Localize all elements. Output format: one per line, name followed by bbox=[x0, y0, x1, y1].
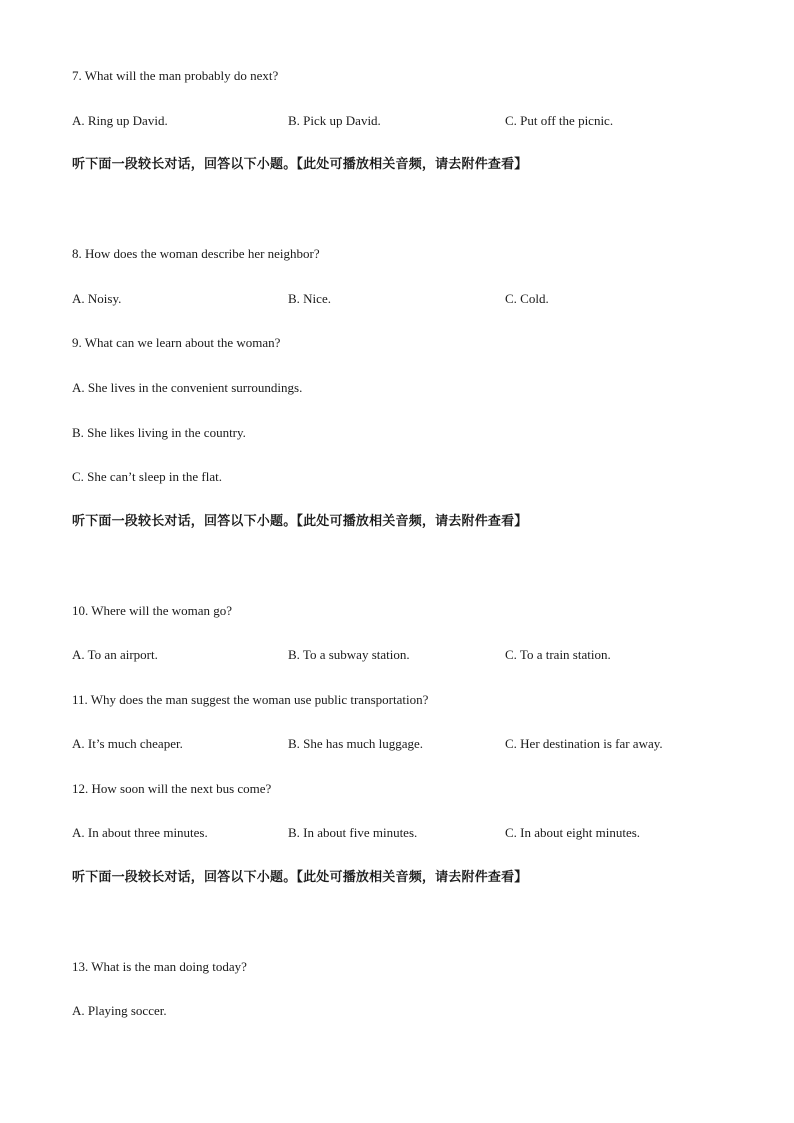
option-a: A. She lives in the convenient surroundings. bbox=[72, 380, 303, 395]
option-a: A. To an airport. bbox=[72, 647, 158, 662]
options-row-10 bbox=[72, 647, 752, 663]
question-8: 8. How does the woman describe her neighbor? bbox=[72, 246, 320, 261]
question-13: 13. What is the man doing today? bbox=[72, 959, 247, 974]
option-a: A. It’s much cheaper. bbox=[72, 736, 183, 751]
options-row-7 bbox=[72, 113, 752, 129]
option-b: B. She has much luggage. bbox=[288, 736, 424, 751]
audio-instruction: 听下面一段较长对话，回答以下小题。【此处可播放相关音频，请去附件查看】 bbox=[72, 870, 528, 885]
option-b: B. In about five minutes. bbox=[288, 825, 418, 840]
option-c: C. In about eight minutes. bbox=[505, 825, 641, 840]
option-b: B. To a subway station. bbox=[288, 647, 410, 662]
option-a: A. In about three minutes. bbox=[72, 825, 208, 840]
option-c: C. Her destination is far away. bbox=[505, 736, 663, 751]
option-b: B. Nice. bbox=[288, 291, 331, 306]
option-a: A. Noisy. bbox=[72, 291, 122, 306]
audio-instruction: 听下面一段较长对话，回答以下小题。【此处可播放相关音频，请去附件查看】 bbox=[72, 514, 528, 529]
option-a: A. Ring up David. bbox=[72, 113, 168, 128]
options-row-12 bbox=[72, 825, 752, 841]
option-a: A. Playing soccer. bbox=[72, 1003, 167, 1018]
option-c: C. To a train station. bbox=[505, 647, 611, 662]
option-c: C. Put off the picnic. bbox=[505, 113, 614, 128]
options-row-11 bbox=[72, 736, 752, 752]
question-12: 12. How soon will the next bus come? bbox=[72, 781, 272, 796]
option-b: B. She likes living in the country. bbox=[72, 425, 246, 440]
question-7: 7. What will the man probably do next? bbox=[72, 68, 279, 83]
question-11: 11. Why does the man suggest the woman use public transportation? bbox=[72, 692, 429, 707]
option-c: C. Cold. bbox=[505, 291, 549, 306]
option-c: C. She can’t sleep in the flat. bbox=[72, 469, 222, 484]
option-b: B. Pick up David. bbox=[288, 113, 381, 128]
audio-instruction: 听下面一段较长对话，回答以下小题。【此处可播放相关音频，请去附件查看】 bbox=[72, 157, 528, 172]
question-10: 10. Where will the woman go? bbox=[72, 603, 233, 618]
question-9: 9. What can we learn about the woman? bbox=[72, 335, 281, 350]
options-row-8 bbox=[72, 291, 752, 307]
